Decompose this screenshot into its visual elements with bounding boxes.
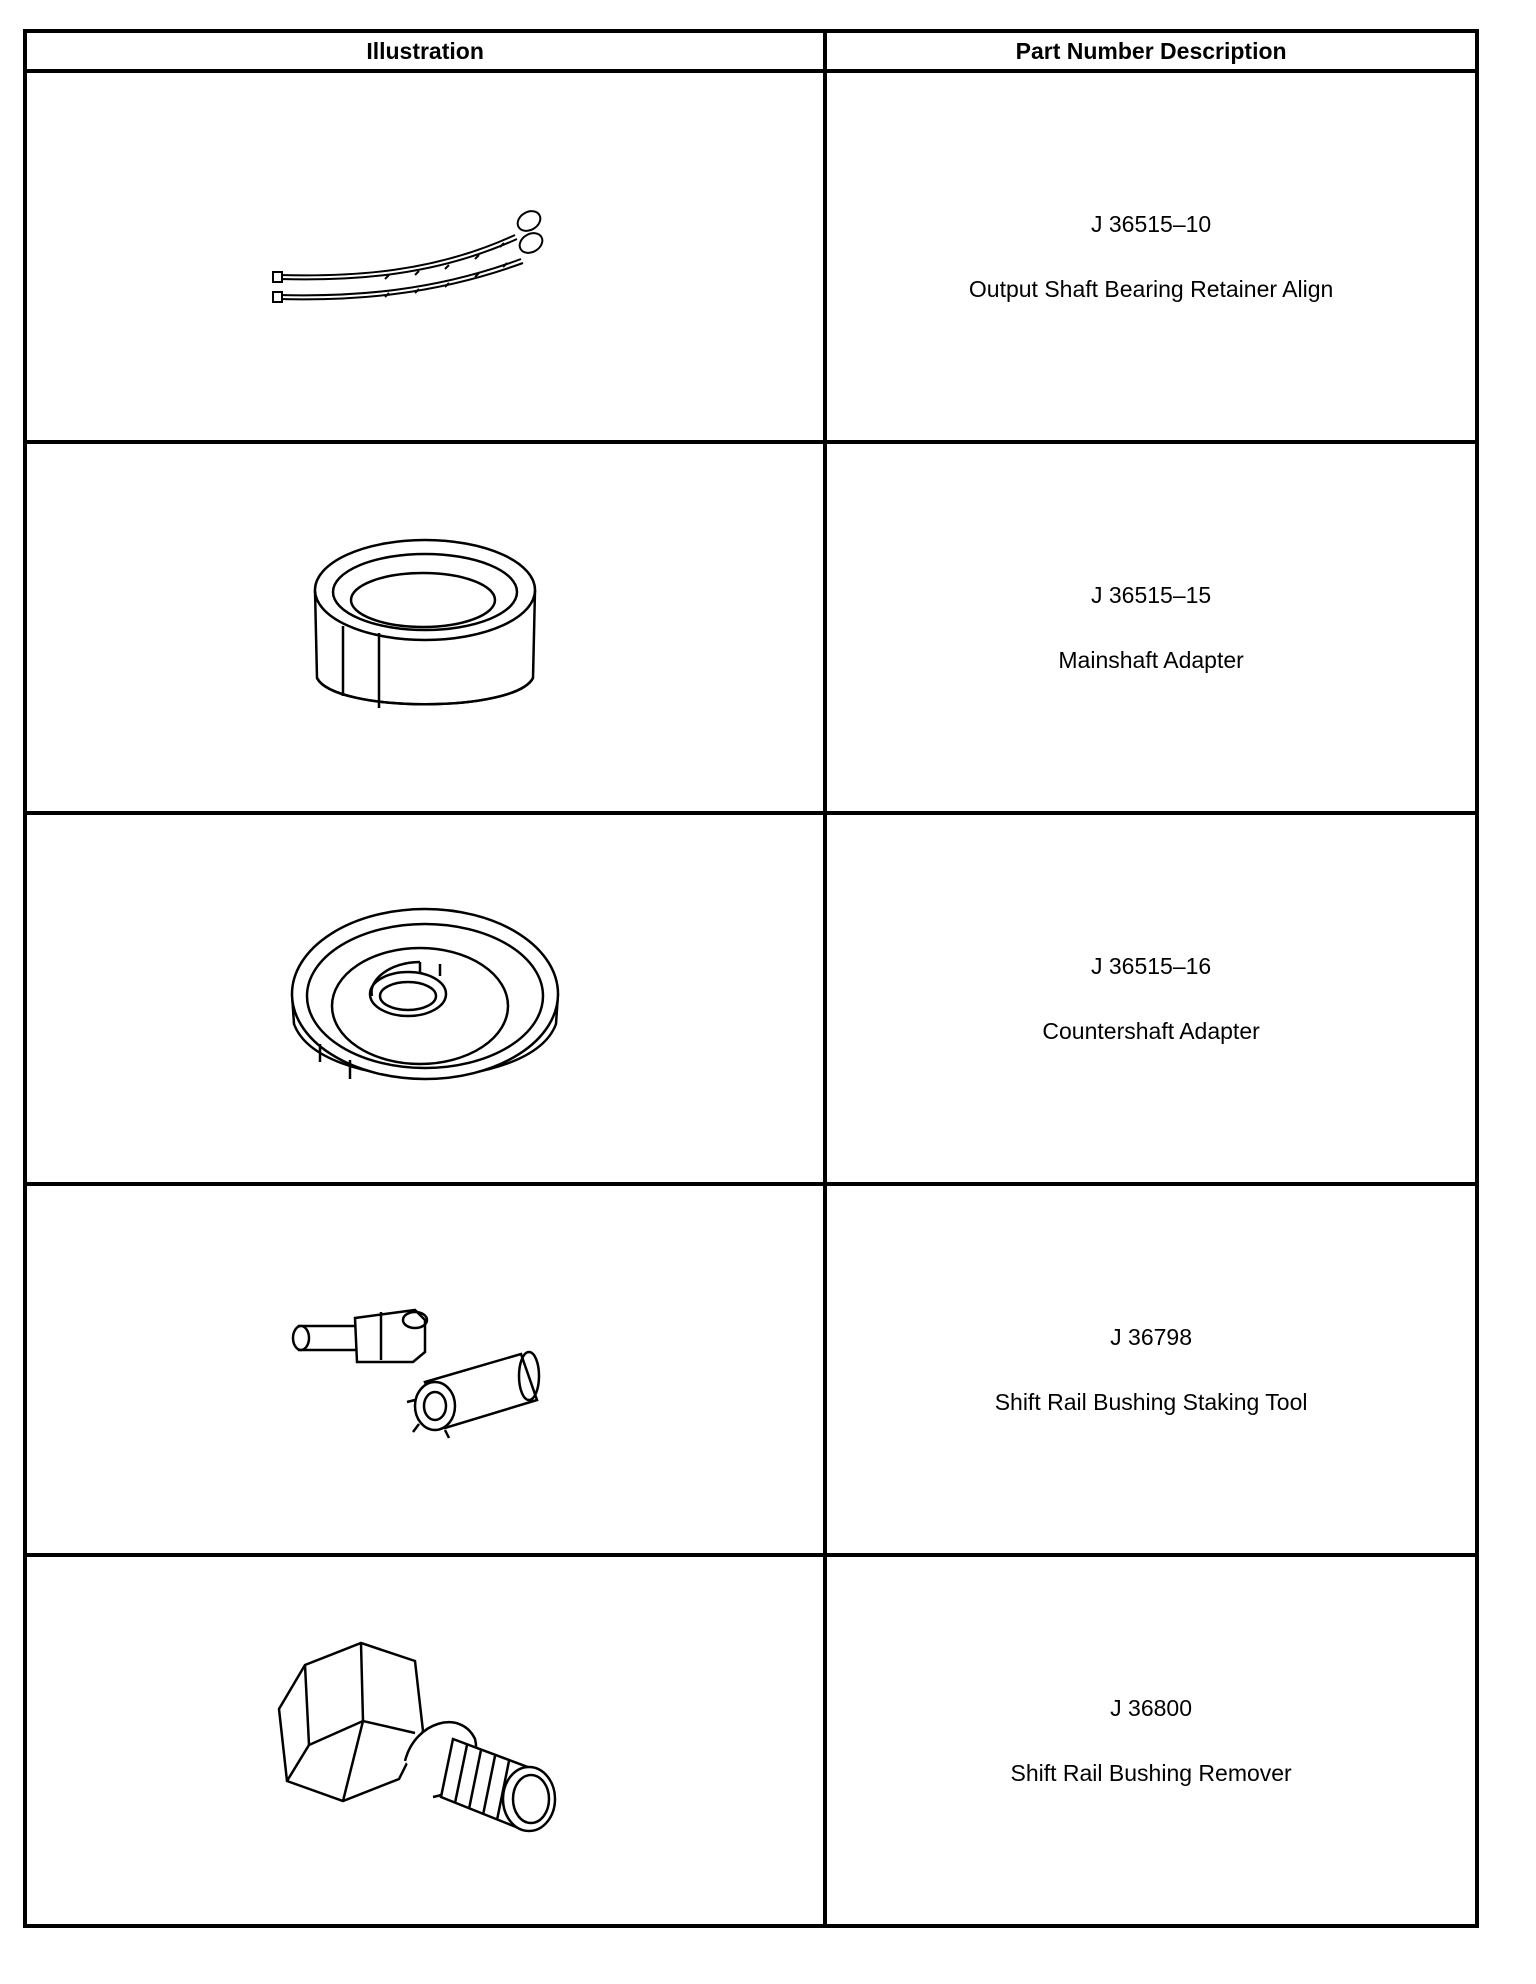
description-cell bbox=[825, 71, 1477, 442]
description-cell bbox=[825, 442, 1477, 813]
part-number: J 36800 bbox=[1110, 1694, 1193, 1721]
staking-tool-icon bbox=[285, 1290, 565, 1450]
part-description: Output Shaft Bearing Retainer Align bbox=[968, 275, 1334, 302]
bushing-remover-icon bbox=[265, 1621, 585, 1861]
part-number: J 36515–16 bbox=[1090, 952, 1212, 979]
description-header: Part Number Description bbox=[825, 31, 1477, 71]
illustration-cell bbox=[25, 813, 825, 1184]
mainshaft-adapter-icon bbox=[295, 528, 555, 728]
part-number: J 36798 bbox=[1110, 1323, 1193, 1350]
part-description: Shift Rail Bushing Remover bbox=[1010, 1759, 1292, 1786]
table-row bbox=[25, 71, 1477, 442]
part-number: J 36515–10 bbox=[1090, 210, 1212, 237]
tools-table bbox=[23, 29, 1479, 1928]
illustration-header: Illustration bbox=[25, 31, 825, 71]
alignment-wires-icon bbox=[265, 197, 585, 317]
description-cell bbox=[825, 1555, 1477, 1926]
table-row bbox=[25, 1184, 1477, 1555]
table-header-row bbox=[25, 31, 1477, 71]
illustration-cell bbox=[25, 1184, 825, 1555]
illustration-cell bbox=[25, 71, 825, 442]
table-row bbox=[25, 813, 1477, 1184]
description-cell bbox=[825, 813, 1477, 1184]
table-row bbox=[25, 442, 1477, 813]
countershaft-adapter-icon bbox=[280, 894, 570, 1104]
part-number: J 36515–15 bbox=[1090, 581, 1212, 608]
table-row bbox=[25, 1555, 1477, 1926]
illustration-cell bbox=[25, 1555, 825, 1926]
part-description: Shift Rail Bushing Staking Tool bbox=[994, 1388, 1308, 1415]
part-description: Mainshaft Adapter bbox=[1058, 646, 1244, 673]
description-cell bbox=[825, 1184, 1477, 1555]
illustration-cell bbox=[25, 442, 825, 813]
part-description: Countershaft Adapter bbox=[1042, 1017, 1260, 1044]
